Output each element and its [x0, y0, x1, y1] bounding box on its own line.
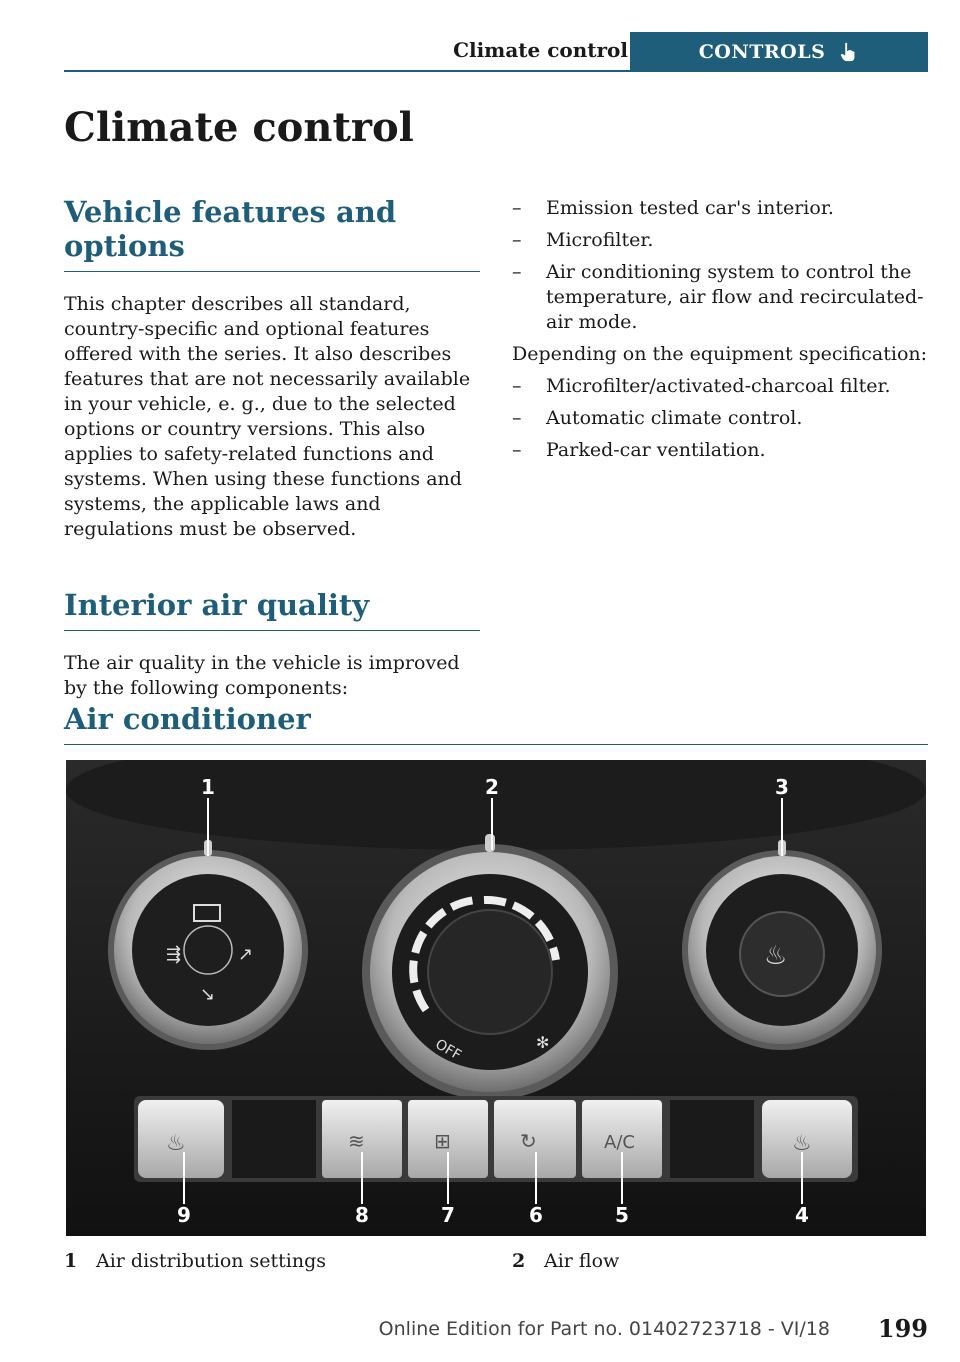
callout-1: 1	[201, 775, 215, 799]
callout-2: 2	[485, 775, 499, 799]
heading-air-conditioner: Air conditioner	[64, 702, 928, 745]
recirculation-icon: ↻	[520, 1129, 537, 1153]
fan-icon: ✻	[536, 1033, 550, 1052]
vehicle-features-body: This chapter describes all standard, country-specific and optional features offered with the series. It also describes features that are not necessarily available in your vehicle, e. g., due to the selected options or country versions. This also applies to safety-related functions and systems. When using these functions and systems, the applicable laws and regulations must be observed.	[64, 293, 471, 540]
left-column	[64, 195, 480, 701]
list-item: – Parked-car ventilation.	[512, 438, 928, 463]
legend-text: Air distribution settings	[96, 1250, 327, 1272]
callout-3: 3	[775, 775, 789, 799]
list-item: – Microfilter/activated-charcoal filter.	[512, 374, 928, 399]
header-section-title: Climate control	[453, 38, 628, 62]
callout-8: 8	[355, 1203, 369, 1227]
seat-airflow-icon: ⇶	[166, 944, 182, 965]
legend-item-2	[512, 1248, 619, 1274]
header-rule	[64, 70, 928, 72]
callout-5: 5	[615, 1203, 629, 1227]
callout-7: 7	[441, 1203, 455, 1227]
rear-window-defrost-icon: ⊞	[434, 1129, 451, 1153]
page-title: Climate control	[64, 104, 414, 151]
list-item: – Air conditioning system to control the temperature, air flow and recirculated-air mode.	[512, 260, 928, 335]
windshield-heat-icon: ≋	[348, 1129, 365, 1153]
list-item: – Microfilter.	[512, 228, 928, 253]
callout-4: 4	[795, 1203, 809, 1227]
legend-item-1	[64, 1248, 326, 1274]
components-list	[512, 196, 928, 335]
hand-pointer-icon	[837, 41, 859, 63]
heading-interior-air-quality: Interior air quality	[64, 588, 480, 631]
header-chapter-label: CONTROLS	[698, 41, 826, 63]
seat-heating-left-icon: ♨	[166, 1131, 186, 1156]
optional-components-list	[512, 374, 928, 463]
callout-9: 9	[177, 1203, 191, 1227]
right-column	[512, 196, 928, 470]
list-item: – Emission tested car's interior.	[512, 196, 928, 221]
header-chapter-tab	[630, 32, 928, 72]
footer-edition: Online Edition for Part no. 01402723718 - VI/18	[378, 1318, 830, 1340]
list-item: – Automatic climate control.	[512, 406, 928, 431]
legend-number: 2	[512, 1250, 526, 1272]
page-number: 199	[877, 1314, 928, 1343]
running-header	[64, 32, 928, 72]
seat-heating-right-icon: ♨	[792, 1131, 812, 1156]
callout-6: 6	[529, 1203, 543, 1227]
legend-text: Air flow	[544, 1250, 620, 1272]
interior-air-quality-body: The air quality in the vehicle is improved by the following components:	[64, 652, 460, 699]
ac-button-label: A/C	[604, 1132, 635, 1153]
button-row	[134, 1096, 858, 1182]
off-label: OFF	[432, 1036, 464, 1064]
equipment-note: Depending on the equipment specification:	[512, 343, 928, 365]
air-conditioner-section	[64, 702, 928, 745]
legend-number: 1	[64, 1250, 78, 1272]
air-conditioner-control-panel-photo	[66, 760, 926, 1236]
foot-airflow-icon: ↘	[200, 984, 216, 1005]
heading-vehicle-features: Vehicle features and options	[64, 195, 480, 272]
rear-defrost-icon: ♨	[764, 941, 788, 971]
face-airflow-icon: ↗	[238, 944, 254, 965]
control-panel-illustration	[66, 760, 926, 1236]
